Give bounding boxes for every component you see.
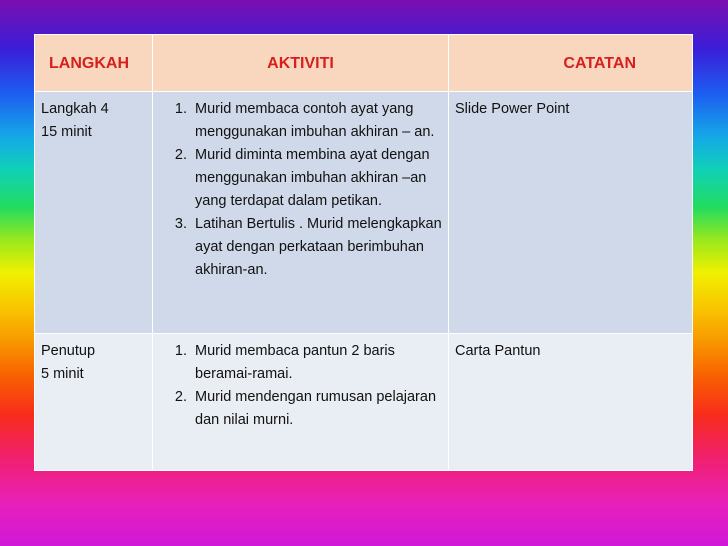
- cell-catatan: Carta Pantun: [449, 334, 693, 471]
- step-duration: 5 minit: [41, 366, 84, 382]
- header-langkah: LANGKAH: [35, 35, 153, 92]
- cell-langkah: [35, 334, 153, 471]
- lesson-plan-table: [34, 34, 693, 471]
- slide-table-container: [34, 34, 693, 471]
- step-name: Langkah 4: [41, 101, 109, 117]
- table-header-row: [35, 35, 693, 92]
- cell-catatan: Slide Power Point: [449, 92, 693, 334]
- cell-aktiviti: [153, 334, 449, 471]
- cell-aktiviti: [153, 92, 449, 334]
- header-aktiviti: AKTIVITI: [153, 35, 449, 92]
- step-duration: 15 minit: [41, 124, 92, 140]
- list-item: 3. Latihan Bertulis . Murid melengkapkan ayat dengan perkataan berimbuhan akhiran-an.: [191, 213, 442, 282]
- table-row: [35, 334, 693, 471]
- activity-list: [159, 98, 442, 282]
- activity-list: [159, 340, 442, 432]
- list-item: 2. Murid mendengan rumusan pelajaran dan nilai murni.: [191, 386, 442, 432]
- step-name: Penutup: [41, 343, 96, 359]
- header-catatan: CATATAN: [449, 35, 693, 92]
- list-item: 2. Murid diminta membina ayat dengan menggunakan imbuhan akhiran –an yang terdapat dalam petikan.: [191, 144, 442, 213]
- table-row: [35, 92, 693, 334]
- cell-langkah: [35, 92, 153, 334]
- list-item: 1. Murid membaca contoh ayat yang menggunakan imbuhan akhiran – an.: [191, 98, 442, 144]
- list-item: 1. Murid membaca pantun 2 baris beramai-ramai.: [191, 340, 442, 386]
